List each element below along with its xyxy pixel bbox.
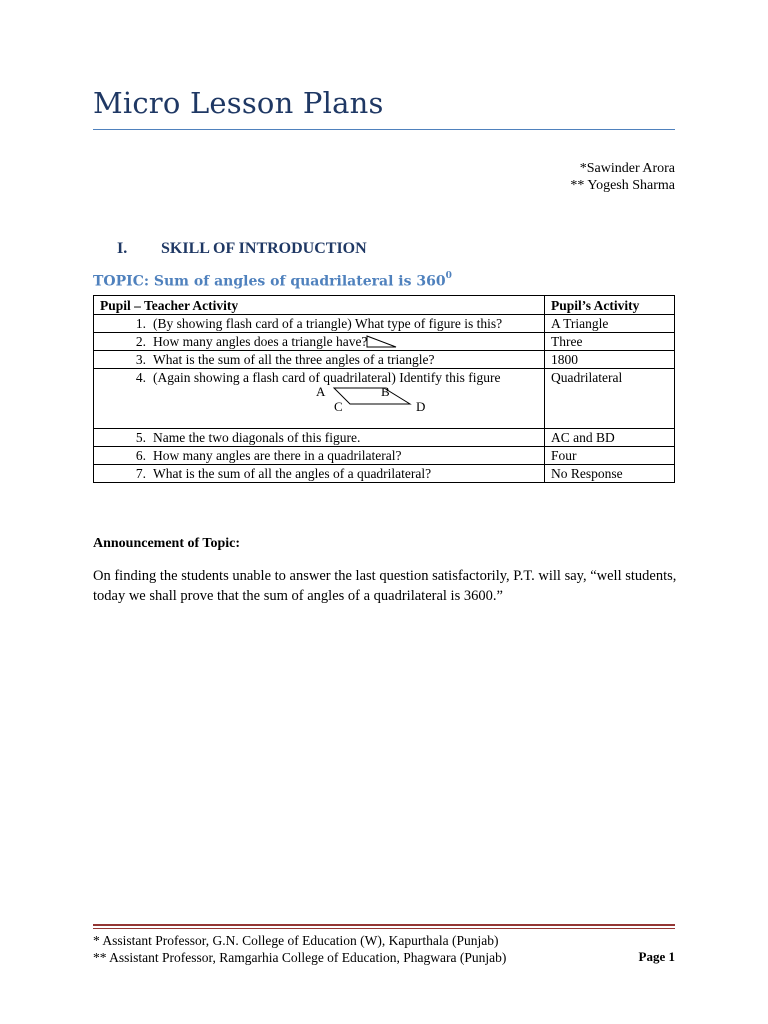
announcement-text: On finding the students unable to answer the last question satisfactorily, P.T. will say, “well students, today we shall prove that the sum of angles of a quadrilateral is 3600.”: [93, 568, 677, 604]
row-number: 1.: [135, 316, 146, 331]
row-question: (By showing flash card of a triangle) What type of figure is this?: [153, 316, 503, 331]
table-row: [94, 429, 675, 447]
row-number: 5.: [135, 430, 146, 445]
row-number: 7.: [135, 466, 146, 481]
row-answer: Quadrilateral: [545, 369, 675, 429]
section-number: I.: [117, 240, 128, 257]
row-answer: No Response: [545, 465, 675, 483]
topic-text: TOPIC: Sum of angles of quadrilateral is 360: [93, 273, 446, 290]
footer-notes: [93, 932, 506, 966]
topic-superscript: 0: [445, 271, 452, 281]
announcement-heading: Announcement of Topic:: [93, 536, 241, 551]
table-row: [94, 333, 675, 351]
row-answer: 1800: [545, 351, 675, 369]
row-answer: A Triangle: [545, 315, 675, 333]
topic-heading: [93, 273, 452, 290]
row-question: How many angles are there in a quadrilateral?: [153, 448, 402, 463]
row-number: 4.: [135, 370, 146, 385]
right-triangle-icon: [366, 335, 398, 349]
table-row: [94, 447, 675, 465]
footnote-2: ** Assistant Professor, Ramgarhia College of Education, Phagwara (Punjab): [93, 950, 507, 965]
row-number: 2.: [135, 334, 146, 349]
footer-rule-thin: [93, 928, 675, 929]
row-question: How many angles does a triangle have?: [153, 334, 368, 349]
table-row: [94, 465, 675, 483]
author-2: ** Yogesh Sharma: [570, 178, 675, 193]
activity-table: [93, 295, 675, 483]
vertex-label-a: A: [316, 384, 326, 399]
footer-rule-thick: [93, 924, 675, 926]
row-question: (Again showing a flash card of quadrilateral) Identify this figure: [153, 370, 501, 385]
section-title: SKILL OF INTRODUCTION: [161, 240, 367, 257]
header-pupil-activity: Pupil’s Activity: [545, 296, 675, 315]
row-answer: AC and BD: [545, 429, 675, 447]
vertex-label-c: C: [334, 399, 343, 412]
page-title: Micro Lesson Plans: [93, 86, 384, 120]
table-header-row: [94, 296, 675, 315]
author-1: *Sawinder Arora: [579, 161, 675, 176]
page-number: Page 1: [638, 949, 675, 964]
title-rule: [93, 129, 675, 130]
authors: [570, 160, 675, 194]
row-question: What is the sum of all the angles of a quadrilateral?: [153, 466, 432, 481]
vertex-label-b: B: [381, 384, 390, 399]
footnote-1: * Assistant Professor, G.N. College of Education (W), Kapurthala (Punjab): [93, 933, 499, 948]
parallelogram-icon: [94, 384, 532, 412]
quadrilateral-figure: [100, 386, 538, 411]
row-answer: Three: [545, 333, 675, 351]
vertex-label-d: D: [416, 399, 426, 412]
table-row: [94, 369, 675, 429]
table-row: [94, 315, 675, 333]
row-number: 6.: [135, 448, 146, 463]
row-answer: Four: [545, 447, 675, 465]
row-question: Name the two diagonals of this figure.: [153, 430, 361, 445]
table-row: [94, 351, 675, 369]
row-question: What is the sum of all the three angles of a triangle?: [153, 352, 435, 367]
row-number: 3.: [135, 352, 146, 367]
header-teacher-activity: Pupil – Teacher Activity: [94, 296, 545, 315]
